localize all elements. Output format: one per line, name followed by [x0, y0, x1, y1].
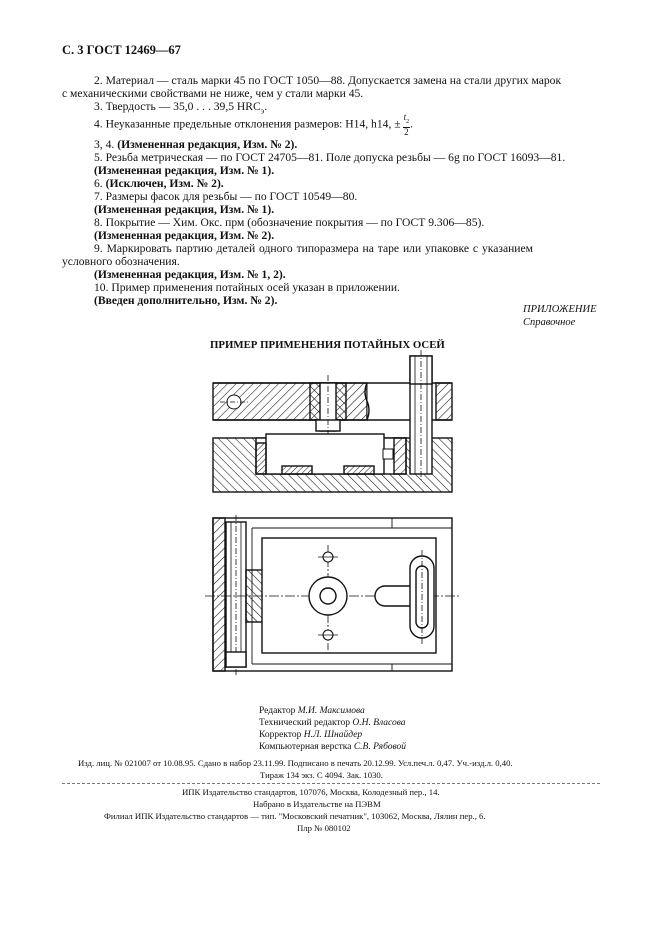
credit-layout	[259, 742, 406, 752]
support-right	[344, 466, 374, 474]
credit-layout-name: С.В. Рябовой	[353, 742, 406, 752]
note-item-3-4-prefix: 3, 4.	[94, 138, 115, 151]
credit-tech-editor-name: О.Н. Власова	[352, 718, 406, 728]
note-item-6-bold: (Исключен, Изм. № 2).	[105, 177, 224, 190]
appendix-title: ПРИМЕР ПРИМЕНЕНИЯ ПОТАЙНЫХ ОСЕЙ	[210, 339, 445, 351]
note-item-10-change: (Введен дополнительно, Изм. № 2).	[94, 294, 278, 307]
note-item-3-end: .	[264, 100, 268, 113]
imprint-divider	[62, 783, 600, 784]
appendix-sublabel: Справочное	[523, 317, 576, 328]
credit-tech-editor-label: Технический редактор	[259, 718, 350, 728]
note-item-3-text: 3. Твердость — 35,0 . . . 39,5 HRC	[94, 100, 261, 113]
right-post	[394, 438, 406, 474]
publisher-line-1: ИПК Издательство стандартов, 107076, Москва, Колодезный пер., 14.	[182, 787, 440, 797]
imprint-line-2: Тираж 134 экз. С 4094. Зак. 1030.	[260, 770, 383, 780]
right-lug	[436, 383, 452, 420]
credit-layout-label: Компьютерная верстка	[259, 742, 352, 752]
imprint-line-1: Изд. лиц. № 021007 от 10.08.95. Сдано в набор 23.11.99. Подписано в печать 20.12.99. Усл.печ.л. 0,47. Уч.-изд.л. 0,40.	[78, 758, 513, 768]
note-item-7: 7. Размеры фасок для резьбы — по ГОСТ 10549—80.	[94, 190, 358, 203]
credit-editor-name: М.И. Максимова	[297, 706, 365, 716]
fraction-subscript: 2	[406, 118, 410, 125]
page-header: С. 3 ГОСТ 12469—67	[62, 43, 181, 57]
note-item-2-line-1: 2. Материал — сталь марки 45 по ГОСТ 1050—88. Допускается замена на стали других марок	[94, 74, 562, 87]
plan-left-hatched-bar	[213, 518, 225, 671]
plan-axis-head	[226, 652, 246, 667]
note-item-9-line-2: условного обозначения.	[62, 255, 180, 268]
note-item-2-line-2: с механическими свойствами не ниже, чем у стали марки 45.	[62, 87, 364, 100]
publisher-line-2: Набрано в Издательстве на ПЭВМ	[253, 799, 381, 809]
small-pin	[383, 449, 393, 459]
plan-view	[205, 515, 460, 675]
credit-corrector-label: Корректор	[259, 730, 302, 740]
note-item-9-line-1: 9. Маркировать партию деталей одного типоразмера на таре или упаковке с указанием	[94, 242, 533, 255]
note-item-4-end: .	[410, 117, 414, 131]
note-item-5: 5. Резьба метрическая — по ГОСТ 24705—81. Поле допуска резьбы — 6g по ГОСТ 16093—81.	[94, 151, 566, 164]
appendix-label: ПРИЛОЖЕНИЕ	[523, 304, 597, 315]
note-item-5-change: (Измененная редакция, Изм. № 1).	[94, 164, 275, 177]
fraction-numerator: t	[403, 112, 407, 122]
credit-corrector	[259, 730, 362, 740]
note-item-8-change: (Измененная редакция, Изм. № 2).	[94, 229, 275, 242]
part-left-pad	[256, 443, 266, 474]
publisher-line-4: Плр № 080102	[297, 823, 351, 833]
credit-editor	[259, 706, 365, 716]
credit-tech-editor	[259, 718, 406, 728]
publisher-line-3: Филиал ИПК Издательство стандартов — тип. "Московский печатник", 103062, Москва, Лялин пер., 6.	[104, 811, 486, 821]
note-item-6-prefix: 6.	[94, 177, 103, 190]
note-item-9-change: (Измененная редакция, Изм. № 1, 2).	[94, 268, 286, 281]
credit-corrector-name: Н.Л. Шнайдер	[303, 730, 363, 740]
note-item-3-4-bold: (Измененная редакция, Изм. № 2).	[117, 138, 298, 151]
central-boss-inner	[320, 588, 336, 604]
credit-editor-label: Редактор	[259, 706, 296, 716]
note-item-3-subscript: э	[260, 106, 265, 116]
section-view	[210, 350, 458, 492]
note-item-8: 8. Покрытие — Хим. Окс. прм (обозначение покрытия — по ГОСТ 9.306—85).	[94, 216, 485, 229]
note-item-4-text: 4. Неуказанные предельные отклонения размеров: H14, h14, ±	[94, 117, 401, 131]
fraction-denominator: 2	[404, 126, 409, 137]
note-item-7-change: (Измененная редакция, Изм. № 1).	[94, 203, 275, 216]
section-top-plate-right	[367, 383, 407, 420]
note-item-10: 10. Пример применения потайных осей указан в приложении.	[94, 281, 400, 294]
support-left	[282, 466, 312, 474]
